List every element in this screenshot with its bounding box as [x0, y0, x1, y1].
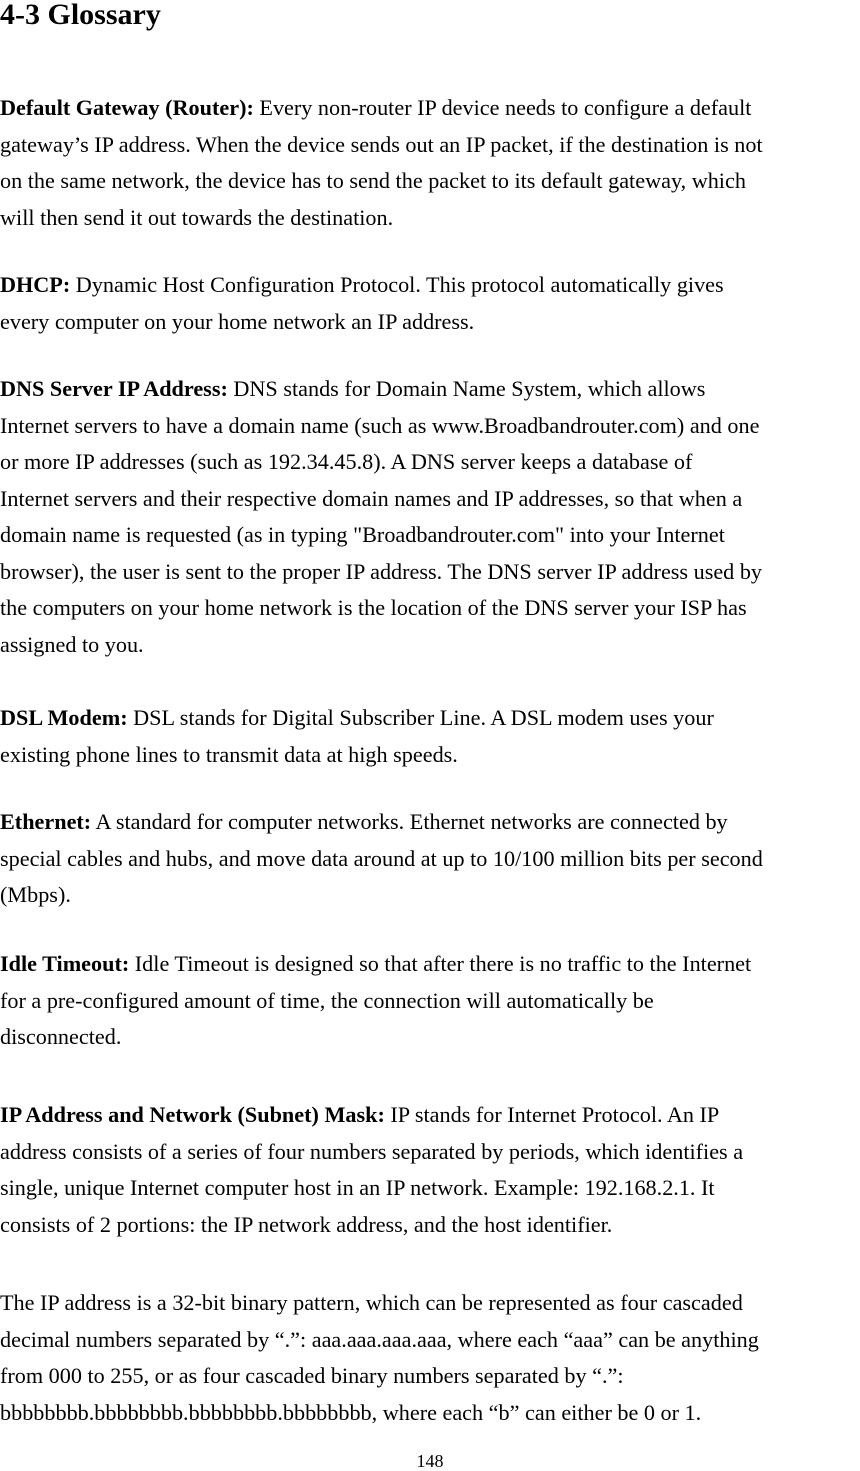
text-line	[0, 371, 860, 408]
text-line: the computers on your home network is the location of the DNS server your ISP has	[0, 595, 747, 620]
section-heading: 4-3 Glossary	[0, 0, 161, 31]
text-line: assigned to you.	[0, 631, 144, 657]
text-line: Internet servers to have a domain name (such as www.Broadbandrouter.com) and one	[0, 412, 760, 438]
text-line: on the same network, the device has to send the packet to its default gateway, which	[0, 168, 746, 193]
text-line	[0, 804, 860, 841]
glossary-term: DSL Modem:	[0, 705, 128, 730]
glossary-entry-ethernet	[0, 804, 860, 914]
text-line: address consists of a series of four numbers separated by periods, which identifies a	[0, 1138, 744, 1164]
text-line: single, unique Internet computer host in an IP network. Example: 192.168.2.1. It	[0, 1175, 715, 1200]
text-line	[0, 1097, 860, 1134]
text-line	[0, 90, 860, 127]
definition-text: DSL stands for Digital Subscriber Line. A DSL modem uses your	[127, 705, 714, 730]
text-line: every computer on your home network an IP address.	[0, 308, 475, 334]
definition-text: Dynamic Host Configuration Protocol. This protocol automatically gives	[70, 272, 724, 297]
definition-text: Idle Timeout is designed so that after there is no traffic to the Internet	[129, 951, 752, 976]
text-line	[0, 267, 860, 304]
text-line: (Mbps).	[0, 882, 71, 907]
glossary-term: Ethernet:	[0, 809, 92, 834]
text-line: or more IP addresses (such as 192.34.45.8). A DNS server keeps a database of	[0, 449, 693, 474]
text-line: for a pre-configured amount of time, the connection will automatically be	[0, 987, 654, 1013]
glossary-term: DNS Server IP Address:	[0, 376, 228, 401]
definition-text: Every non-router IP device needs to configure a default	[253, 95, 752, 120]
text-line: disconnected.	[0, 1024, 122, 1049]
glossary-entry-dsl-modem	[0, 700, 860, 773]
text-line: from 000 to 255, or as four cascaded binary numbers separated by “.”:	[0, 1363, 624, 1388]
text-line: gateway’s IP address. When the device sends out an IP packet, if the destination is not	[0, 131, 763, 157]
glossary-term: DHCP:	[0, 272, 71, 297]
text-line: domain name is requested (as in typing "Broadbandrouter.com" into your Internet	[0, 522, 725, 547]
text-line: consists of 2 portions: the IP network address, and the host identifier.	[0, 1211, 613, 1237]
definition-text: A standard for computer networks. Ethernet networks are connected by	[91, 809, 728, 834]
text-line: The IP address is a 32-bit binary pattern, which can be represented as four cascaded	[0, 1290, 743, 1315]
glossary-term: Idle Timeout:	[0, 951, 130, 976]
glossary-entry-dns-server	[0, 371, 860, 663]
text-line	[0, 946, 860, 983]
glossary-term: IP Address and Network (Subnet) Mask:	[0, 1102, 385, 1127]
text-line: special cables and hubs, and move data around at up to 10/100 million bits per second	[0, 845, 763, 871]
text-line	[0, 700, 860, 737]
glossary-entry-ip-address	[0, 1097, 860, 1243]
ip-address-explanation	[0, 1285, 860, 1431]
page-number: 148	[416, 1451, 444, 1471]
definition-text: IP stands for Internet Protocol. An IP	[384, 1102, 720, 1127]
glossary-entry-idle-timeout	[0, 946, 860, 1056]
text-line: decimal numbers separated by “.”: aaa.aaa.aaa.aaa, where each “aaa” can be anything	[0, 1326, 759, 1352]
text-line: bbbbbbbb.bbbbbbbb.bbbbbbbb.bbbbbbbb, where each “b” can either be 0 or 1.	[0, 1399, 702, 1425]
definition-text: DNS stands for Domain Name System, which allows	[227, 376, 706, 401]
text-line: existing phone lines to transmit data at high speeds.	[0, 741, 458, 767]
glossary-term: Default Gateway (Router):	[0, 95, 254, 120]
glossary-entry-dhcp	[0, 267, 860, 340]
text-line: will then send it out towards the destination.	[0, 204, 394, 230]
text-line: browser), the user is sent to the proper IP address. The DNS server IP address used by	[0, 558, 763, 584]
text-line: Internet servers and their respective domain names and IP addresses, so that when a	[0, 485, 743, 511]
glossary-entry-default-gateway	[0, 90, 860, 236]
